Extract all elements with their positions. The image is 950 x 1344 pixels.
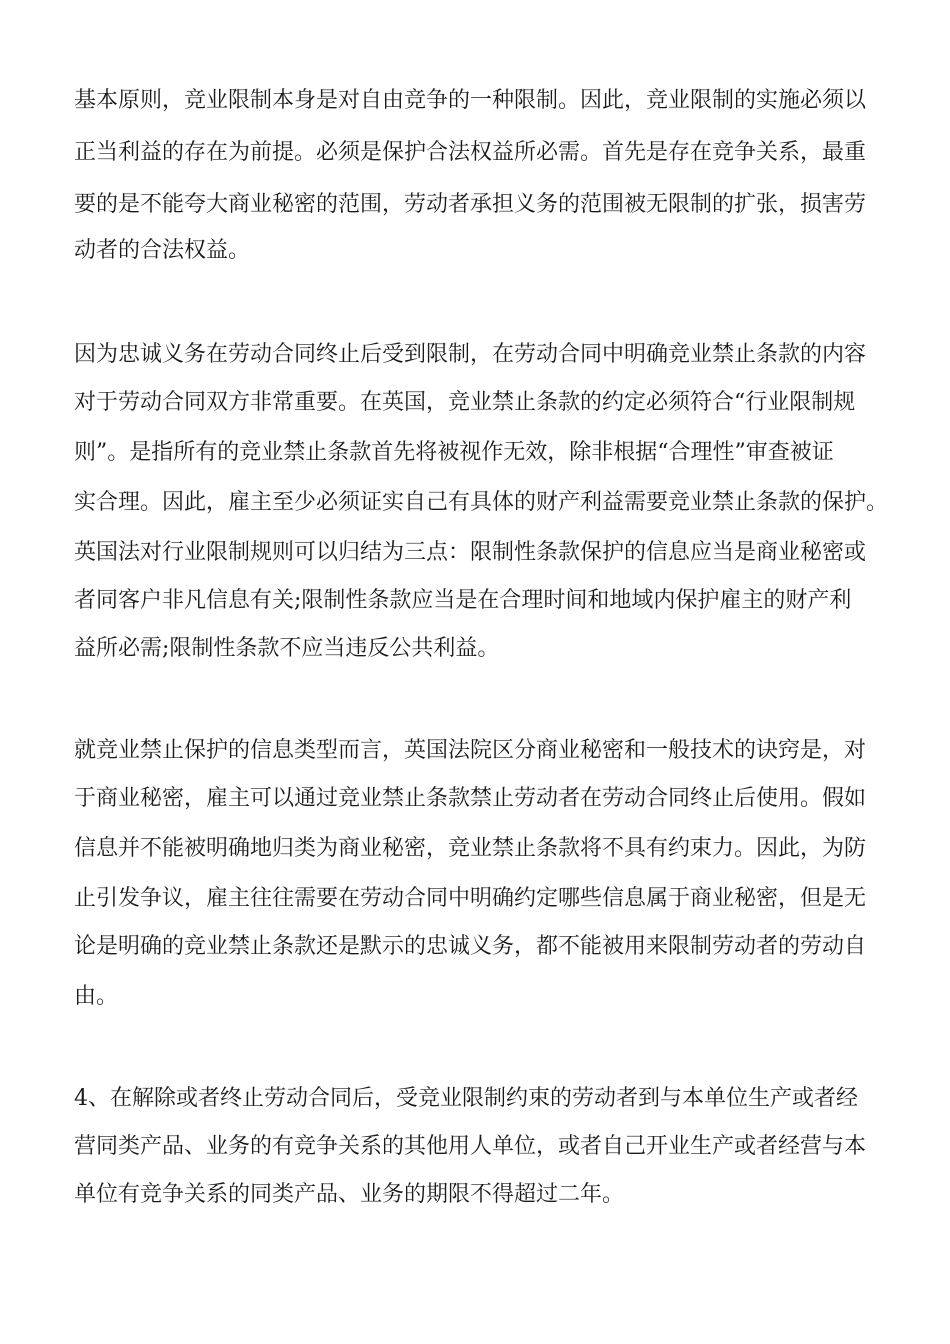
paragraph-4-line-1: 4、在解除或者终止劳动合同后，受竞业限制约束的劳动者到与本单位生产或者经 [74, 1086, 858, 1111]
paragraph-1-line-4: 动者的合法权益。 [74, 238, 251, 263]
paragraph-4-line-2: 营同类产品、业务的有竞争关系的其他用人单位，或者自己开业生产或者经营与本 [74, 1134, 867, 1159]
paragraph-2-line-5: 英国法对行业限制规则可以归结为三点：限制性条款保护的信息应当是商业秘密或 [74, 540, 867, 565]
paragraph-2-line-7: 益所必需;限制性条款不应当违反公共利益。 [74, 636, 500, 661]
paragraph-3-line-3: 信息并不能被明确地归类为商业秘密，竞业禁止条款将不具有约束力。因此，为防 [74, 836, 867, 861]
paragraph-3-line-1: 就竞业禁止保护的信息类型而言，英国法院区分商业秘密和一般技术的诀窍是，对 [74, 738, 867, 763]
paragraph-2-line-3: 则”。是指所有的竞业禁止条款首先将被视作无效，除非根据“合理性”审查被证 [74, 440, 834, 465]
paragraph-3-line-2: 于商业秘密，雇主可以通过竞业禁止条款禁止劳动者在劳动合同终止后使用。假如 [74, 786, 867, 811]
paragraph-3-line-4: 止引发争议，雇主往往需要在劳动合同中明确约定哪些信息属于商业秘密，但是无 [74, 886, 867, 911]
paragraph-3-line-5: 论是明确的竞业禁止条款还是默示的忠诚义务，都不能被用来限制劳动者的劳动自 [74, 934, 867, 959]
paragraph-1-line-1: 基本原则，竞业限制本身是对自由竞争的一种限制。因此，竞业限制的实施必须以 [74, 88, 867, 113]
paragraph-3-line-6: 由。 [74, 984, 119, 1009]
paragraph-2-line-2: 对于劳动合同双方非常重要。在英国，竞业禁止条款的约定必须符合“行业限制规 [74, 390, 856, 415]
paragraph-4-line-3: 单位有竞争关系的同类产品、业务的期限不得超过二年。 [74, 1182, 625, 1207]
paragraph-2-line-1: 因为忠诚义务在劳动合同终止后受到限制，在劳动合同中明确竞业禁止条款的内容 [74, 342, 867, 367]
paragraph-2-line-6: 者同客户非凡信息有关;限制性条款应当是在合理时间和地域内保护雇主的财产利 [74, 588, 852, 613]
paragraph-1-line-2: 正当利益的存在为前提。必须是保护合法权益所必需。首先是存在竞争关系，最重 [74, 140, 867, 165]
paragraph-2-line-4: 实合理。因此，雇主至少必须证实自己有具体的财产利益需要竞业禁止条款的保护。 [74, 490, 889, 515]
paragraph-1-line-3: 要的是不能夸大商业秘密的范围，劳动者承担义务的范围被无限制的扩张，损害劳 [74, 192, 867, 217]
